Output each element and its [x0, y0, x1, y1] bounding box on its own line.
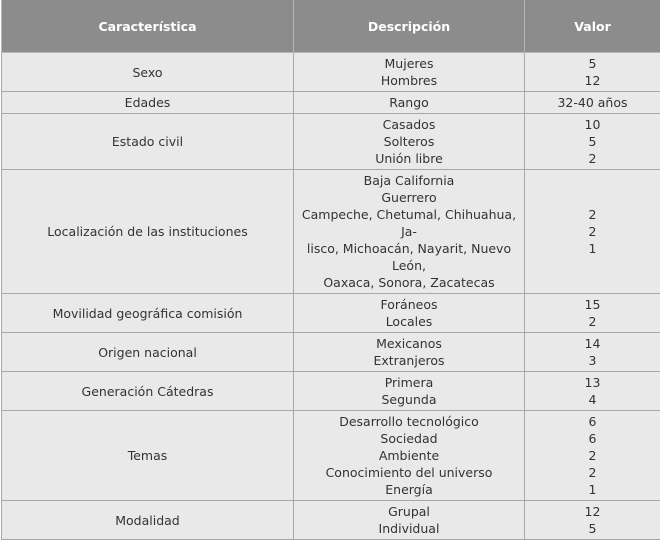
description-line: Mexicanos [298, 335, 520, 352]
value-cell [525, 372, 660, 411]
table-body [2, 53, 660, 540]
table-row [2, 372, 660, 411]
value-line: 5 [529, 520, 656, 537]
table-row [2, 501, 660, 540]
header-characteristic: Característica [2, 0, 294, 53]
characteristic-cell: Temas [2, 411, 294, 501]
description-line: Sociedad [298, 430, 520, 447]
characteristic-cell: Movilidad geográfica comisión [2, 294, 294, 333]
description-cell [294, 501, 525, 540]
description-cell [294, 333, 525, 372]
value-line: 2 [529, 223, 656, 240]
value-line: 12 [529, 503, 656, 520]
value-line: 10 [529, 116, 656, 133]
header-description: Descripción [294, 0, 525, 53]
description-cell [294, 53, 525, 92]
characteristic-cell: Origen nacional [2, 333, 294, 372]
value-cell [525, 53, 660, 92]
table-row [2, 333, 660, 372]
characteristic-cell: Estado civil [2, 114, 294, 170]
description-line: Desarrollo tecnológico [298, 413, 520, 430]
description-line: Mujeres [298, 55, 520, 72]
description-line: Foráneos [298, 296, 520, 313]
value-cell [525, 333, 660, 372]
description-line: Grupal [298, 503, 520, 520]
description-line: Extranjeros [298, 352, 520, 369]
description-line: Rango [298, 94, 520, 111]
value-line: 13 [529, 374, 656, 391]
value-line [529, 189, 656, 206]
value-line [529, 257, 656, 274]
characteristic-cell: Edades [2, 92, 294, 114]
description-line: Baja California [298, 172, 520, 189]
table-row [2, 114, 660, 170]
header-value: Valor [525, 0, 660, 53]
characteristic-cell: Localización de las instituciones [2, 170, 294, 294]
description-cell [294, 92, 525, 114]
value-cell [525, 411, 660, 501]
description-line: Oaxaca, Sonora, Zacatecas [298, 274, 520, 291]
description-cell [294, 411, 525, 501]
description-line: Guerrero [298, 189, 520, 206]
description-cell [294, 372, 525, 411]
value-line: 5 [529, 133, 656, 150]
description-line: Ambiente [298, 447, 520, 464]
description-line: Hombres [298, 72, 520, 89]
value-line: 2 [529, 447, 656, 464]
description-line: Campeche, Chetumal, Chihuahua, Ja- [298, 206, 520, 240]
description-cell [294, 114, 525, 170]
table-header [2, 0, 660, 53]
value-cell [525, 114, 660, 170]
value-line: 12 [529, 72, 656, 89]
value-line: 3 [529, 352, 656, 369]
value-cell [525, 92, 660, 114]
value-line: 2 [529, 313, 656, 330]
table-row [2, 92, 660, 114]
value-cell [525, 170, 660, 294]
value-line: 15 [529, 296, 656, 313]
description-line: Locales [298, 313, 520, 330]
value-line: 6 [529, 413, 656, 430]
table-row [2, 170, 660, 294]
value-cell [525, 501, 660, 540]
value-line: 2 [529, 464, 656, 481]
header-row [2, 0, 660, 53]
description-line: Individual [298, 520, 520, 537]
description-line: Primera [298, 374, 520, 391]
description-line: lisco, Michoacán, Nayarit, Nuevo León, [298, 240, 520, 274]
value-line: 1 [529, 240, 656, 257]
characteristic-cell: Modalidad [2, 501, 294, 540]
value-line: 2 [529, 206, 656, 223]
description-line: Solteros [298, 133, 520, 150]
description-line: Casados [298, 116, 520, 133]
table-row [2, 411, 660, 501]
description-line: Unión libre [298, 150, 520, 167]
value-line: 32-40 años [529, 94, 656, 111]
description-line: Segunda [298, 391, 520, 408]
description-cell [294, 170, 525, 294]
table-row [2, 294, 660, 333]
characteristics-table [1, 0, 660, 540]
value-line: 2 [529, 150, 656, 167]
value-line: 5 [529, 55, 656, 72]
description-cell [294, 294, 525, 333]
value-line: 4 [529, 391, 656, 408]
characteristic-cell: Sexo [2, 53, 294, 92]
value-line: 14 [529, 335, 656, 352]
table-row [2, 53, 660, 92]
value-cell [525, 294, 660, 333]
description-line: Energía [298, 481, 520, 498]
value-line: 1 [529, 481, 656, 498]
description-line: Conocimiento del universo [298, 464, 520, 481]
characteristic-cell: Generación Cátedras [2, 372, 294, 411]
value-line: 6 [529, 430, 656, 447]
